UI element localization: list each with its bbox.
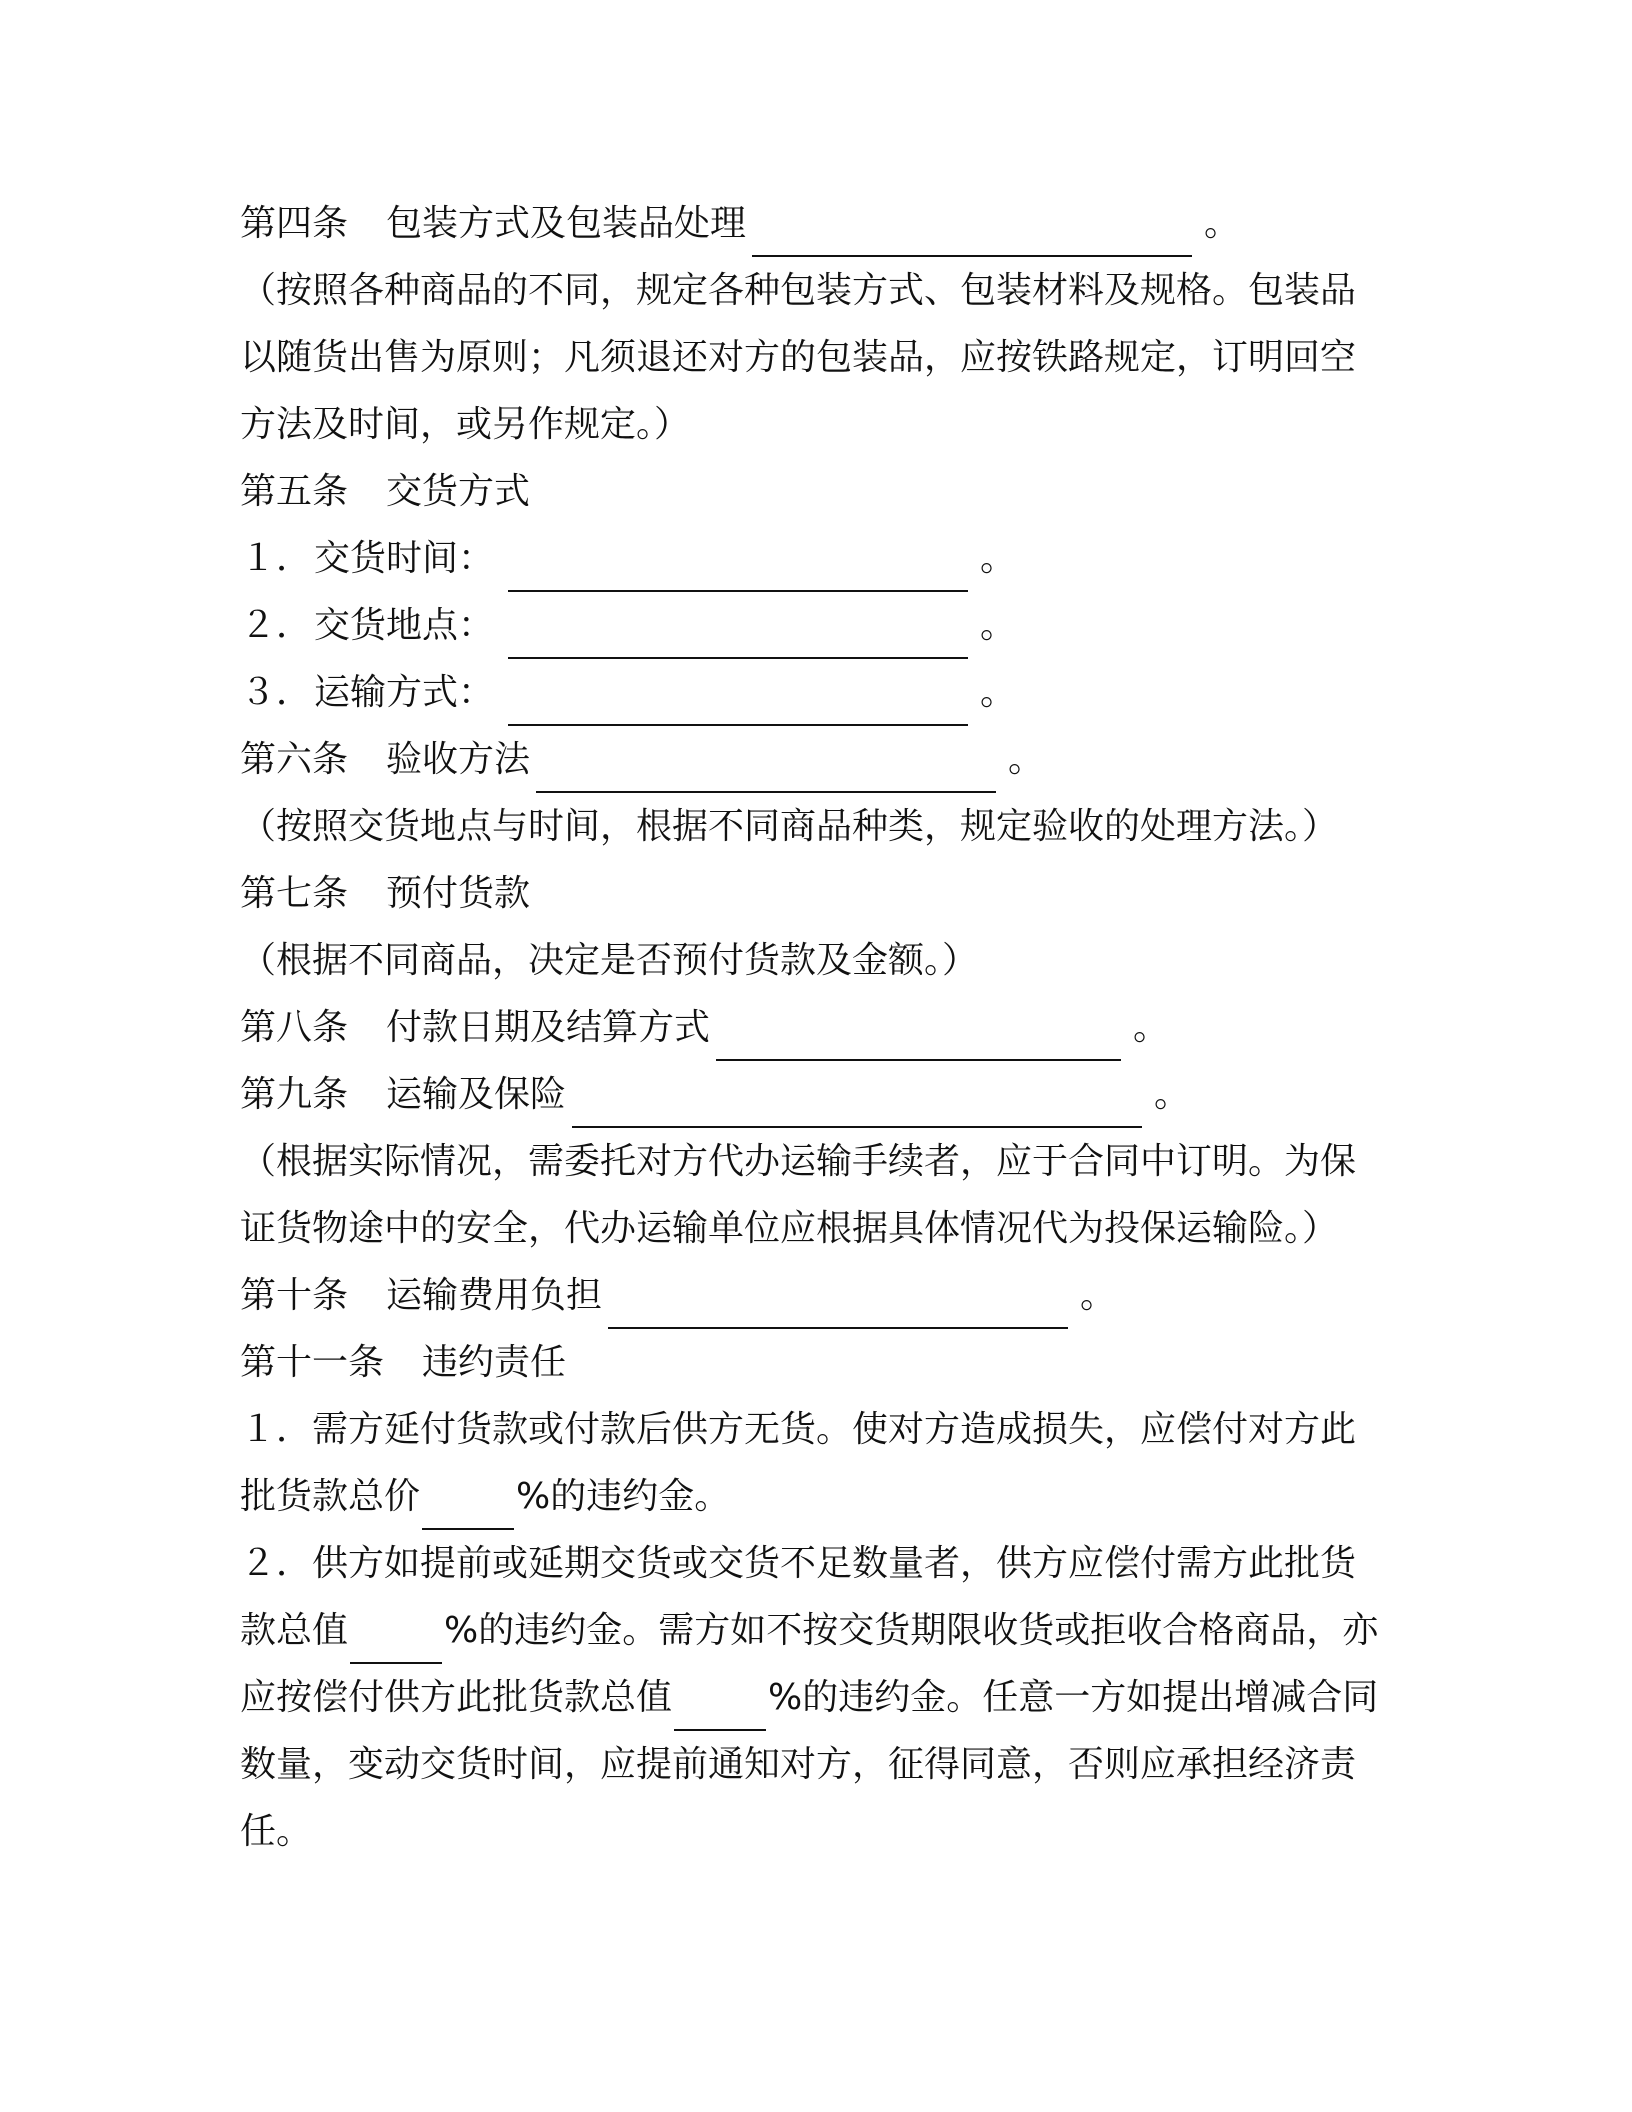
fill-blank [572, 1076, 1142, 1128]
article-end: 。 [1154, 1074, 1191, 1115]
article-9-note: （根据实际情况，需委托对方代办运输手续者，应于合同中订明。为保证货物途中的安全，代办运输单位应根据具体情况代为投保运输险。） [240, 1141, 1357, 1249]
clause-number: １． [240, 1409, 313, 1450]
percent-blank [422, 1478, 514, 1530]
liability-clause-2 [240, 1530, 1390, 1865]
article-8 [240, 994, 1390, 1061]
article-heading: 包装方式及包装品处理 [386, 203, 747, 244]
article-7 [240, 860, 1390, 927]
article-4 [240, 190, 1390, 257]
article-end: 。 [1204, 203, 1241, 244]
item-label: 运输方式： [314, 672, 495, 713]
article-number: 第十一条 [240, 1342, 385, 1383]
fill-blank [508, 674, 968, 726]
fill-blank [508, 540, 968, 592]
article-number: 第五条 [240, 471, 349, 512]
article-10 [240, 1262, 1390, 1329]
delivery-item-transport [240, 659, 1390, 726]
article-number: 第六条 [240, 739, 349, 780]
article-number: 第十条 [240, 1275, 349, 1316]
contract-body [240, 190, 1390, 1865]
article-heading: 交货方式 [386, 471, 531, 512]
liability-clause-1 [240, 1396, 1390, 1530]
item-number: ３． [240, 672, 313, 713]
article-heading: 付款日期及结算方式 [386, 1007, 711, 1048]
fill-blank [508, 607, 968, 659]
article-number: 第九条 [240, 1074, 349, 1115]
item-number: ２． [240, 605, 313, 646]
article-number: 第四条 [240, 203, 349, 244]
article-6 [240, 726, 1390, 793]
delivery-item-place [240, 592, 1390, 659]
percent-blank [350, 1612, 442, 1664]
article-5 [240, 458, 1390, 525]
article-9 [240, 1061, 1390, 1128]
percent-blank [674, 1679, 766, 1731]
delivery-item-time [240, 525, 1390, 592]
item-end: 。 [980, 605, 1017, 646]
item-label: 交货时间： [314, 538, 495, 579]
fill-blank [608, 1277, 1068, 1329]
clause-text: 供方如提前或延期交货或交货不足数量者，供方应偿付需方此批货款总值 [240, 1543, 1357, 1651]
article-end: 。 [1133, 1007, 1170, 1048]
item-label: 交货地点： [314, 605, 495, 646]
article-6-note: （按照交货地点与时间，根据不同商品种类，规定验收的处理方法。） [240, 806, 1339, 847]
article-heading: 预付货款 [386, 873, 531, 914]
item-end: 。 [980, 672, 1017, 713]
article-heading: 运输及保险 [386, 1074, 567, 1115]
clause-text: %的违约金。需方如不按交货期限收货或拒收合格商品，亦应按偿付供方此批货款总值 [240, 1610, 1379, 1718]
article-heading: 运输费用负担 [386, 1275, 603, 1316]
article-7-note: （根据不同商品，决定是否预付货款及金额。） [240, 940, 979, 981]
clause-text: %的违约金。 [516, 1476, 731, 1517]
article-11 [240, 1329, 1390, 1396]
article-end: 。 [1008, 739, 1045, 780]
clause-text: 需方延付货款或付款后供方无货。使对方造成损失，应偿付对方此批货款总价 [240, 1409, 1357, 1517]
clause-text: %的违约金。任意一方如提出增减合同数量，变动交货时间，应提前通知对方，征得同意，否则应承担经济责任。 [240, 1677, 1379, 1852]
article-4-note: （按照各种商品的不同，规定各种包装方式、包装材料及规格。包装品以随货出售为原则；凡须退还对方的包装品，应按铁路规定，订明回空方法及时间，或另作规定。） [240, 270, 1357, 445]
fill-blank [536, 741, 996, 793]
item-number: １． [240, 538, 313, 579]
fill-blank [752, 205, 1192, 257]
article-number: 第七条 [240, 873, 349, 914]
article-end: 。 [1080, 1275, 1117, 1316]
fill-blank [716, 1009, 1121, 1061]
article-heading: 违约责任 [422, 1342, 567, 1383]
article-number: 第八条 [240, 1007, 349, 1048]
item-end: 。 [980, 538, 1017, 579]
article-heading: 验收方法 [386, 739, 531, 780]
clause-number: ２． [240, 1543, 313, 1584]
